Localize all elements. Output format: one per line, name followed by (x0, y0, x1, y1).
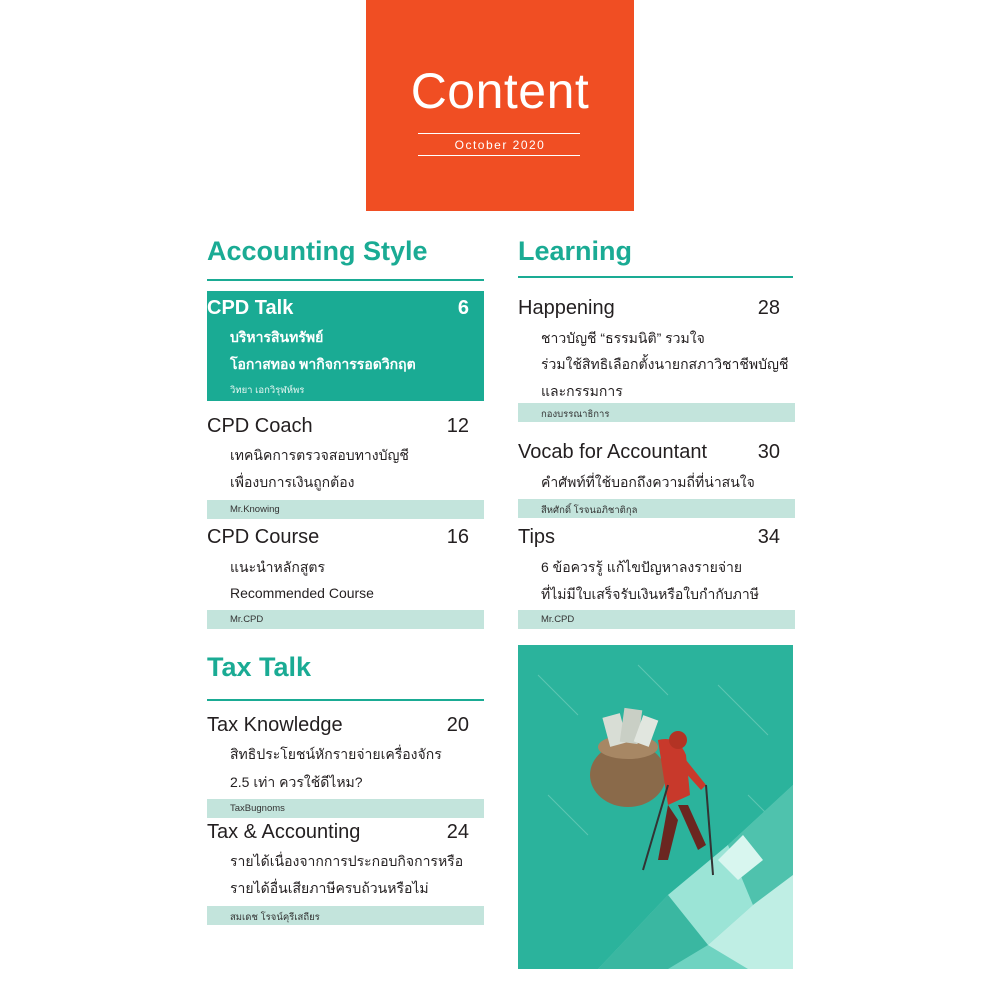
toc-entry-tax-knowledge[interactable] (207, 714, 484, 819)
section-rule-tax-talk (207, 699, 484, 701)
content-header (366, 0, 634, 211)
entry-author: สมเดช โรจน์คุรีเสถียร (230, 912, 320, 923)
author-bar (518, 403, 795, 422)
entry-author: Mr.CPD (230, 614, 264, 625)
issue-date: October 2020 (454, 138, 546, 152)
entry-page-number: 16 (446, 526, 469, 548)
toc-entry-cpd-talk[interactable] (207, 291, 484, 401)
section-title-tax-talk: Tax Talk (207, 652, 312, 682)
entry-title: CPD Course (207, 526, 320, 548)
entry-description-line: และกรรมการ (541, 383, 623, 399)
author-bar (518, 499, 795, 518)
entry-description-line: รายได้เนื่องจากการประกอบกิจการหรือ (230, 853, 464, 869)
entry-author: Mr.Knowing (230, 504, 280, 515)
entry-description-line: 6 ข้อควรรู้ แก้ไขปัญหาลงรายจ่าย (541, 559, 743, 575)
entry-description-line: คำศัพท์ที่ใช้บอกถึงความถี่ที่น่าสนใจ (541, 474, 755, 490)
entry-description-line: โอกาสทอง พากิจการรอดวิกฤต (230, 356, 416, 372)
section-title-learning: Learning (518, 236, 633, 266)
entry-description-line: สิทธิประโยชน์หักรายจ่ายเครื่องจักร (230, 746, 442, 762)
mountain-climber-illustration (518, 645, 793, 969)
entry-title: Tax Knowledge (207, 714, 343, 736)
entry-page-number: 20 (446, 714, 469, 736)
entry-page-number: 34 (757, 526, 780, 548)
entry-description-line: Recommended Course (230, 585, 374, 601)
header-divider-bottom (418, 155, 580, 156)
entry-description-line: รายได้อื่นเสียภาษีครบถ้วนหรือไม่ (230, 880, 429, 896)
entry-title: Tips (518, 526, 556, 548)
entry-title: CPD Talk (207, 297, 294, 319)
entry-title: Tax & Accounting (207, 821, 361, 843)
author-bar (207, 610, 484, 629)
entry-description-line: 2.5 เท่า ควรใช้ดีไหม? (230, 774, 363, 790)
entry-page-number: 28 (757, 297, 780, 319)
section-title-accounting-style: Accounting Style (207, 236, 428, 266)
entry-description-line: เทคนิคการตรวจสอบทางบัญชี (230, 447, 409, 463)
header-divider-top (418, 133, 580, 134)
entry-page-number: 12 (446, 415, 469, 437)
climber-image (518, 645, 793, 969)
entry-page-number: 6 (457, 297, 469, 319)
entry-author: Mr.CPD (541, 614, 575, 625)
entry-description-line: ร่วมใช้สิทธิเลือกตั้งนายกสภาวิชาชีพบัญชี (541, 356, 789, 372)
toc-entry-cpd-coach[interactable] (207, 415, 484, 520)
entry-title: Vocab for Accountant (518, 441, 708, 463)
entry-description-line: ชาวบัญชี “ธรรมนิติ” รวมใจ (541, 330, 705, 346)
entry-author: วิทยา เอกวิรุฬห์พร (230, 385, 305, 396)
entry-page-number: 24 (446, 821, 469, 843)
toc-entry-tax-accounting[interactable] (207, 821, 484, 926)
entry-author: TaxBugnoms (230, 803, 285, 814)
entry-author: สีหศักดิ์ โรจนอภิชาติกุล (541, 505, 638, 516)
author-bar (518, 610, 795, 629)
section-rule-learning (518, 276, 793, 278)
entry-title: CPD Coach (207, 415, 313, 437)
entry-title: Happening (518, 297, 615, 319)
toc-entry-happening[interactable] (518, 297, 795, 425)
entry-author: กองบรรณาธิการ (541, 409, 610, 420)
entry-page-number: 30 (757, 441, 780, 463)
author-bar (207, 500, 484, 519)
entry-description-line: เพื่องบการเงินถูกต้อง (230, 474, 355, 490)
section-rule-accounting-style (207, 279, 484, 281)
entry-description-line: แนะนำหลักสูตร (230, 559, 325, 575)
toc-entry-cpd-course[interactable] (207, 526, 484, 631)
entry-description-line: บริหารสินทรัพย์ (230, 329, 324, 345)
author-bar (207, 906, 484, 925)
entry-description-line: ที่ไม่มีใบเสร็จรับเงินหรือใบกำกับภาษี (541, 586, 759, 602)
page-title: Content (410, 63, 590, 119)
toc-entry-tips[interactable] (518, 526, 795, 631)
toc-entry-vocab-for-accountant[interactable] (518, 441, 795, 521)
author-bar (207, 799, 484, 818)
